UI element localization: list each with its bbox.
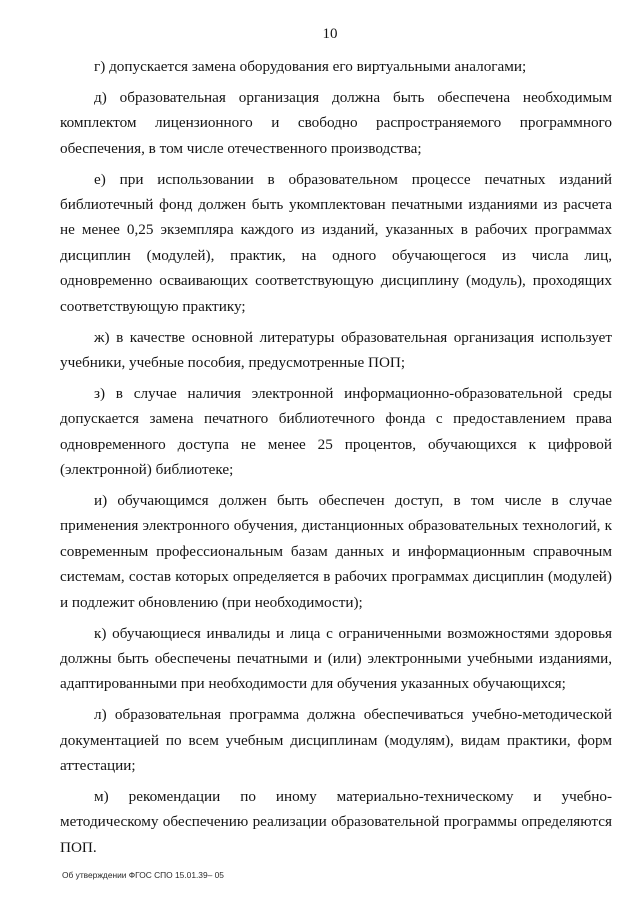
paragraph-l: л) образовательная программа должна обеспечиваться учебно-методической документацией по всем учебным дисциплинам (модулям), видам практики, форм аттестации; <box>60 706 612 775</box>
paragraph-d: д) образовательная организация должна быть обеспечена необходимым комплектом лицензионного и свободно распространяемого программного обеспечения, в том числе отечественного производства; <box>60 88 612 157</box>
document-body <box>60 54 612 860</box>
paragraph-g: г) допускается замена оборудования его виртуальными аналогами; <box>94 58 527 75</box>
paragraph-k: к) обучающиеся инвалиды и лица с ограниченными возможностями здоровья должны быть обеспечены печатными и (или) электронными учебными изданиями, адаптированными при необходимости для обучения указанных обучающихся; <box>60 624 612 693</box>
footer-note: Об утверждении ФГОС СПО 15.01.39– 05 <box>62 870 224 880</box>
page-number: 10 <box>322 26 338 42</box>
paragraph-m: м) рекомендации по иному материально-техническому и учебно-методическому обеспечению реализации образовательной программы определяются ПОП. <box>60 787 612 856</box>
paragraph-zh: ж) в качестве основной литературы образовательная организация использует учебники, учебные пособия, предусмотренные ПОП; <box>60 328 612 371</box>
paragraph-e: е) при использовании в образовательном процессе печатных изданий библиотечный фонд должен быть укомплектован печатными изданиями из расчета не менее 0,25 экземпляра каждого из изданий, указанных в рабочих программах дисциплин (модулей), практик, на одного обучающегося из числа лиц, одновременно осваивающих соответствующую дисциплину (модуль), проходящих соответствующую практику; <box>60 170 612 315</box>
paragraph-z: з) в случае наличия электронной информационно-образовательной среды допускается замена печатного библиотечного фонда с предоставлением права одновременного доступа не менее 25 процентов, обучающихся к цифровой (электронной) библиотеке; <box>60 384 612 479</box>
paragraph-i: и) обучающимся должен быть обеспечен доступ, в том числе в случае применения электронного обучения, дистанционных образовательных технологий, к современным профессиональным базам данных и информационным справочным системам, состав которых определяется в рабочих программах дисциплин (модулей) и подлежит обновлению (при необходимости); <box>60 492 612 611</box>
